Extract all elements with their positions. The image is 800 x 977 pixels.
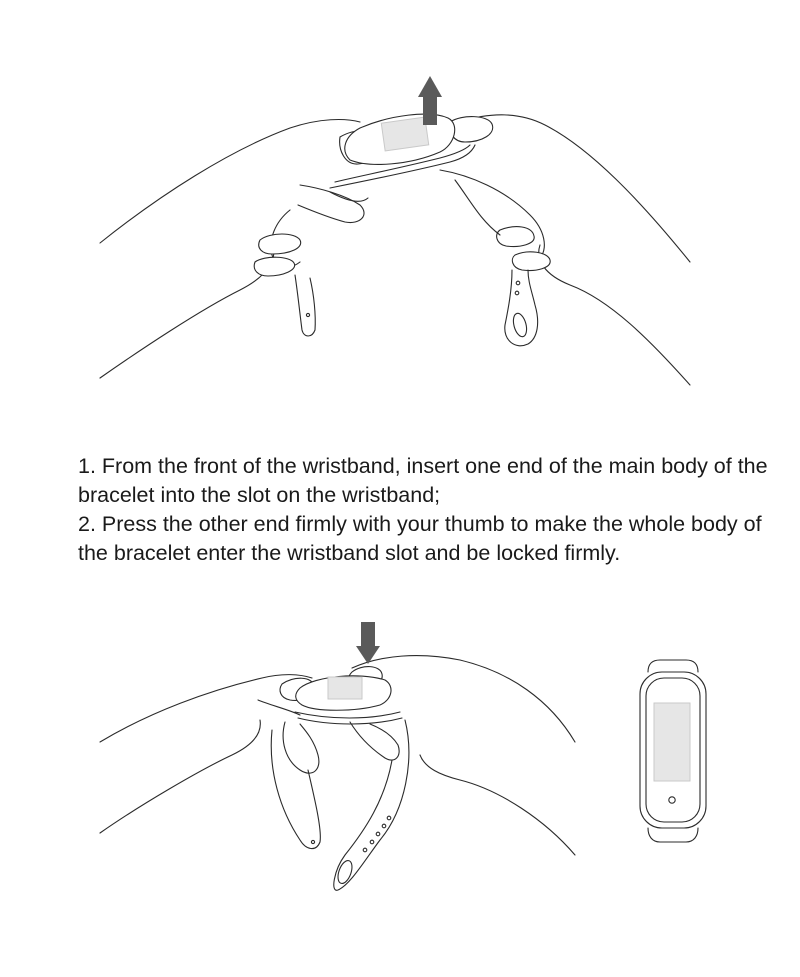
assembled-band bbox=[640, 660, 706, 842]
left-strap bbox=[295, 275, 315, 336]
band-left-strap bbox=[271, 730, 320, 849]
left-hand-outline bbox=[100, 675, 312, 742]
illustration-insert-tracker bbox=[0, 600, 800, 977]
band-screen bbox=[654, 703, 690, 781]
instruction-step-2: 2. Press the other end firmly with your thumb to make the whole body of the bracelet enter the wristband slot and be locked firmly. bbox=[78, 512, 762, 565]
tracker-screen bbox=[381, 117, 428, 151]
band-right-strap bbox=[334, 720, 409, 890]
right-thumb bbox=[449, 117, 492, 142]
instruction-step-1: 1. From the front of the wristband, insert one end of the main body of the bracelet into the slot on the wristband; bbox=[78, 454, 768, 507]
down-arrow-icon bbox=[356, 622, 380, 664]
instructions-text bbox=[78, 452, 778, 568]
right-strap bbox=[505, 270, 538, 346]
left-hand-outline bbox=[100, 120, 360, 243]
band-holes bbox=[363, 816, 391, 852]
tracker-screen bbox=[328, 677, 362, 699]
illustration-remove-tracker bbox=[0, 0, 800, 410]
